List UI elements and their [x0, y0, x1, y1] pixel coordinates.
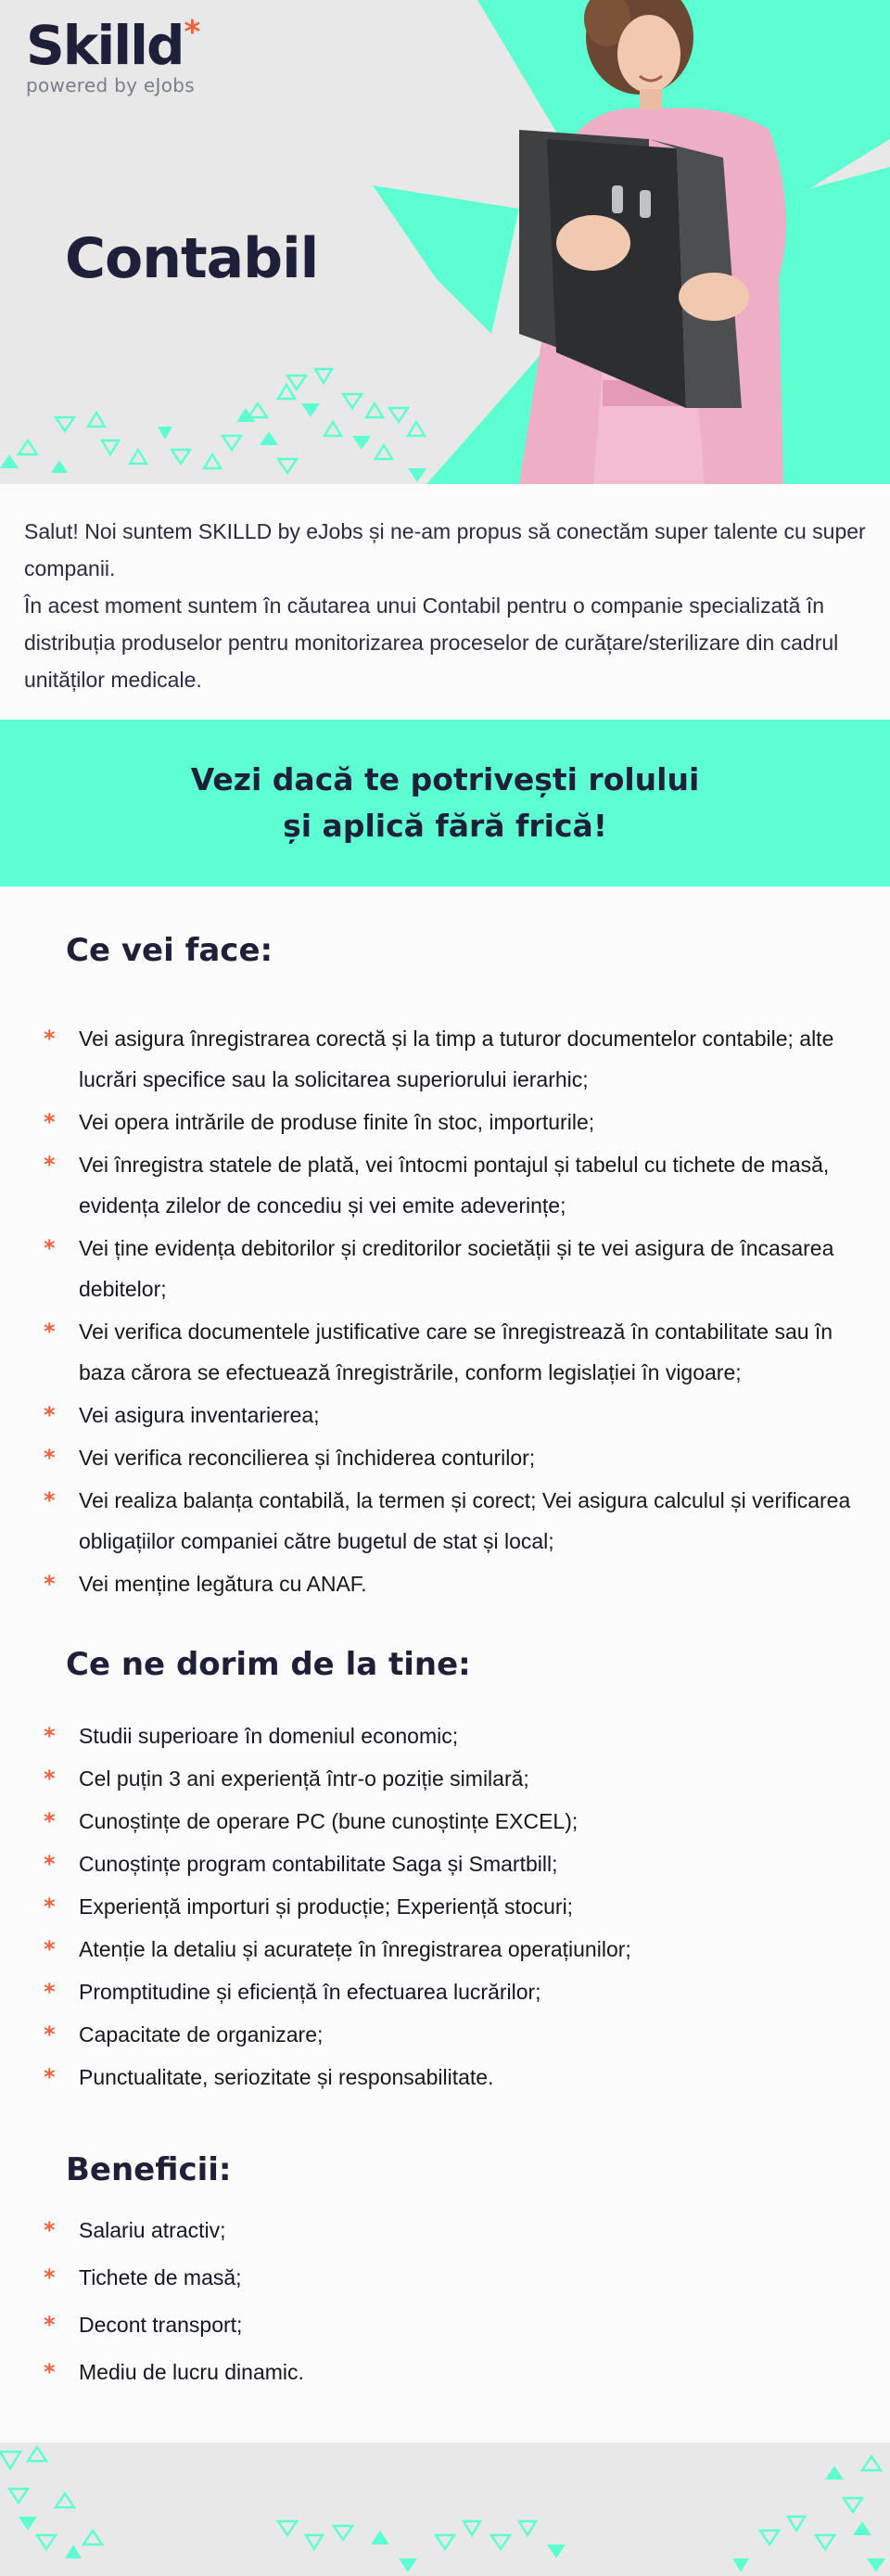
list-item: * Mediu de lucru dinamic.	[0, 2352, 890, 2392]
list-item: * Salariu atractiv;	[0, 2210, 890, 2251]
list-item: * Punctualitate, seriozitate și responsabilitate.	[0, 2057, 890, 2098]
responsibilities-title: Ce vei face:	[66, 932, 273, 969]
triangle-pattern-filled	[0, 403, 426, 482]
list-item: * Vei ține evidența debitorilor și creditorilor societății și te vei asigura de încasarea debitelor;	[0, 1228, 890, 1309]
list-item: * Atenție la detaliu și acuratețe în înregistrarea operațiunilor;	[0, 1929, 890, 1970]
list-item: * Vei verifica documentele justificative care se înregistrează în contabilitate sau în baza cărora se efectuează înregistrările, conform legislației în vigoare;	[0, 1311, 890, 1393]
list-item: * Experiență importuri și producție; Experiență stocuri;	[0, 1886, 890, 1927]
list-item: * Vei înregistra statele de plată, vei întocmi pontajul și tabelul cu tichete de masă, evidența zilelor de concediu și vei emite adeverințe;	[0, 1144, 890, 1226]
list-item: * Vei opera intrările de produse finite în stoc, importurile;	[0, 1102, 890, 1142]
asterisk-icon: *	[44, 2359, 56, 2385]
asterisk-icon: *	[44, 2312, 56, 2338]
asterisk-icon: *	[44, 1235, 56, 1261]
hero-banner	[0, 0, 890, 484]
asterisk-icon: *	[44, 1723, 56, 1749]
benefits-list	[0, 2210, 890, 2399]
list-item: * Cunoștințe program contabilitate Saga și Smartbill;	[0, 1843, 890, 1884]
asterisk-icon: *	[44, 2217, 56, 2243]
footer-triangle-pattern	[0, 2442, 890, 2576]
list-item: * Cunoștințe de operare PC (bune cunoștințe EXCEL);	[0, 1801, 890, 1842]
asterisk-icon: *	[44, 1109, 56, 1135]
triangle-pattern	[19, 369, 425, 473]
list-item: * Vei menține legătura cu ANAF.	[0, 1563, 890, 1604]
asterisk-icon: *	[44, 1979, 56, 2005]
requirements-title: Ce ne dorim de la tine:	[66, 1646, 471, 1683]
asterisk-icon: *	[44, 2064, 56, 2090]
list-item: * Studii superioare în domeniul economic;	[0, 1715, 890, 1756]
list-item: * Decont transport;	[0, 2304, 890, 2345]
asterisk-icon: *	[44, 2264, 56, 2290]
cta-banner	[0, 720, 890, 886]
requirements-list	[0, 1715, 890, 2099]
intro-text	[24, 513, 868, 698]
intro-paragraph-2: În acest moment suntem în căutarea unui Contabil pentru o companie specializată în distribuția produselor pentru monitorizarea proceselor de curățare/sterilizare din cadrul unităților medicale.	[24, 593, 839, 692]
logo-tagline: powered by eJobs	[26, 74, 195, 96]
list-item: * Vei verifica reconcilierea și închiderea conturilor;	[0, 1437, 890, 1478]
list-item: * Cel puțin 3 ani experiență într-o poziție similară;	[0, 1758, 890, 1799]
list-item: * Vei asigura inventarierea;	[0, 1395, 890, 1435]
list-item: * Promptitudine și eficiență în efectuarea lucrărilor;	[0, 1971, 890, 2012]
brand-logo[interactable]	[26, 14, 199, 96]
benefits-title: Beneficii:	[66, 2151, 232, 2188]
cta-text: Vezi dacă te potrivești rolului și aplică fără frică!	[190, 761, 700, 844]
list-item: * Tichete de masă;	[0, 2257, 890, 2298]
asterisk-icon: *	[44, 1026, 56, 1052]
list-item: * Vei asigura înregistrarea corectă și la timp a tuturor documentelor contabile; alte lucrări specifice sau la solicitarea superiorului ierarhic;	[0, 1018, 890, 1100]
asterisk-icon: *	[44, 1894, 56, 1919]
asterisk-icon: *	[184, 14, 199, 51]
asterisk-icon: *	[44, 1936, 56, 1962]
asterisk-icon: *	[44, 2021, 56, 2047]
responsibilities-list	[0, 1018, 890, 1606]
asterisk-icon: *	[44, 1766, 56, 1792]
asterisk-icon: *	[44, 1445, 56, 1471]
asterisk-icon: *	[44, 1487, 56, 1513]
asterisk-icon: *	[44, 1319, 56, 1345]
job-title: Contabil	[65, 226, 319, 291]
asterisk-icon: *	[44, 1402, 56, 1428]
list-item: * Capacitate de organizare;	[0, 2014, 890, 2055]
asterisk-icon: *	[44, 1851, 56, 1877]
logo-wordmark: Skilld*	[26, 14, 199, 77]
asterisk-icon: *	[44, 1152, 56, 1178]
asterisk-icon: *	[44, 1571, 56, 1597]
asterisk-icon: *	[44, 1808, 56, 1834]
mint-shape-left	[373, 185, 519, 334]
intro-paragraph-1: Salut! Noi suntem SKILLD by eJobs și ne-am propus să conectăm super talente cu super companii.	[24, 519, 866, 580]
footer-decoration	[0, 2442, 890, 2576]
list-item: * Vei realiza balanța contabilă, la termen și corect; Vei asigura calculul și verificarea obligațiilor companiei către bugetul de stat și local;	[0, 1480, 890, 1562]
